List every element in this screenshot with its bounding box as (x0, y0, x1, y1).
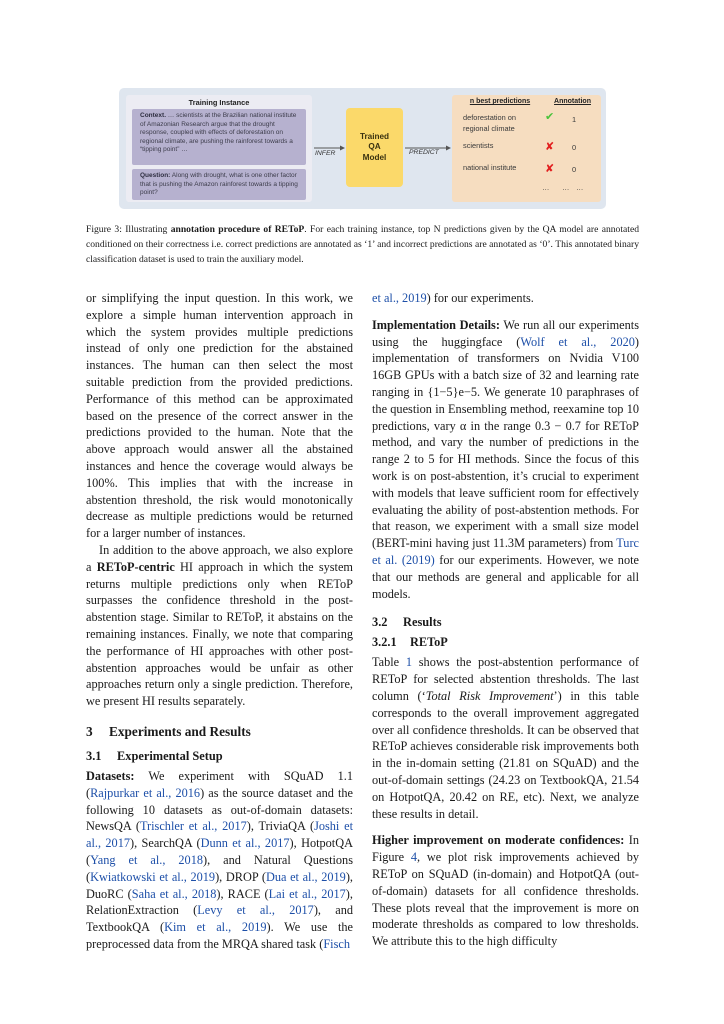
predictions-header: n best predictions (469, 98, 531, 105)
citation-link[interactable]: Kim et al., 2019 (164, 920, 267, 935)
model-line-1: Trained (359, 131, 390, 141)
predict-arrowhead (446, 146, 451, 151)
paragraph-continuation: et al., 2019) for our experiments. (372, 291, 534, 305)
predictions-panel (452, 95, 601, 202)
annotation-1: 1 (572, 115, 577, 124)
infer-label: INFER (315, 150, 336, 157)
infer-arrowhead (340, 146, 345, 151)
citation-link[interactable]: Turc et al. (2019) (372, 536, 639, 567)
paragraph-datasets: Datasets: We experiment with SQuAD 1.1 (Rajpurkar et al., 2016) as the source dataset and the following 10 datasets as out-of-domain datasets: NewsQA (Trischler et al., 2017), TriviaQA (Joshi et al., 2017), SearchQA (Dunn et al., 2017), HotpotQA (Yang et al., 2018), and Natural Questions (Kwiatkowski et al., 2019), DROP (Dua et al., 2019), DuoRC (Saha et al., 2018), RACE (Lai et al., 2017), RelationExtraction (Levy et al., 2017), and TextbookQA (Kim et al., 2019). We use the preprocessed data from the MRQA shared task (Fisch (86, 768, 354, 951)
prediction-ellipsis: … (542, 183, 550, 192)
citation-link[interactable]: Rajpurkar et al., 2016 (90, 785, 201, 800)
prediction-1: deforestation on regional climate (463, 113, 517, 133)
paragraph-hi-approach: or simplifying the input question. In this work, we explore a simple human intervention approach in which the system provides multiple predictions instead of only one prediction for the abstained instances. The human can then select the most suitable prediction from the provided predictions. Performance of this method can be approximated based on the presence of the correct answer in the predictions provided to the human. Note that the above approach would answer all the abstained instances and hence the coverage would always be 100%. This implies that with the increase in abstention threshold, the risk would monotonically decrease as multiple predictions would be returned for a larger number of instances. (86, 291, 353, 541)
paragraph-implementation: Implementation Details: We run all our experiments using the huggingface (Wolf et al., 2020) implementation of transformers on Nvidia V100 16GB GPUs with a batch size of 32 and learning rate ranging in {1−5}e−5. We generate 10 paraphrases of the question in Ensembling method, reexamine top 10 predictions, vary α in the range 0.3 − 0.7 for REToP method, and vary the number of predictions in the range 2 to 5 for HI methods. Since the focus of this work is on post-abstention, it’s crucial to experiment with models that leave sufficient room for effectively evaluating the ability of post-abstention methods. For that reason, we experiment with a small size model (BERT-mini having just 11.3M parameters) from Turc et al. (2019) for our experiments. However, we note that our methods are general and applicable for all models. (372, 317, 639, 601)
paragraph-higher-improvement: Higher improvement on moderate confidences: In Figure 4, we plot risk improvements achieved by REToP on SQuAD (in-domain) and HotpotQA (out-of-domain) datasets for all confidence thresholds. These plots reveal that the improvement is more on moderate thresholds as compared to low thresholds. We attribute this to the high difficulty (372, 833, 640, 949)
paragraph-retop-centric: In addition to the above approach, we also explore a REToP-centric HI approach in which the system returns multiple predictions only when REToP surpasses the confidence threshold in the post-abstention stage. Similar to REToP, it abstains on the remaining instances. Finally, we note that comparing the performance of HI approaches with other post-abstention approaches would be unfair as other approaches return only a single prediction. Therefore, we present HI results separately. (86, 542, 353, 709)
context-text: … scientists at the Brazilian national institute of Amazonian Research argue that the drought response, coupled with effects of deforestation on regional climate, are pushing the rainforest towards a “tipping point” … (140, 112, 297, 154)
figure-3 (119, 88, 606, 209)
mark-ellipsis: … (562, 183, 570, 192)
citation-link[interactable]: Wolf et al., 2020 (520, 334, 635, 349)
annotation-2: 0 (572, 143, 577, 152)
context-label: Context. (140, 112, 166, 119)
caption-bold: annotation procedure of REToP (170, 224, 305, 235)
training-instance-title: Training Instance (188, 98, 250, 107)
cross-icon: ✘ (545, 163, 555, 175)
citation-link[interactable]: Kwiatkowski et al., 2019 (90, 869, 216, 884)
figure-link[interactable]: 4 (410, 850, 418, 865)
table-link[interactable]: 1 (405, 655, 413, 670)
prediction-2: scientists (463, 141, 494, 150)
citation-link[interactable]: Dunn et al., 2017 (200, 836, 290, 851)
left-column (86, 290, 353, 953)
model-line-3: Model (362, 152, 387, 162)
prediction-3: national institute (463, 163, 517, 172)
citation-link[interactable]: Fisch (323, 936, 350, 951)
trained-qa-model-box (346, 108, 403, 187)
annotation-3: 0 (572, 165, 577, 174)
right-column (372, 290, 639, 950)
section-3-1-heading: 3.1 Experimental Setup (86, 748, 223, 763)
section-3-2-1-heading: 3.2.1 REToP (372, 635, 448, 650)
model-line-2: QA (368, 142, 381, 152)
citation-link[interactable]: Lai et al., 2017 (268, 886, 346, 901)
citation-link[interactable]: Levy et al., 2017 (197, 903, 314, 918)
figure-caption: Figure 3: Illustrating annotation procedure of REToP. For each training instance, top N predictions given by the QA model are annotated conditioned on their correctness i.e. correct predictions are annotated as ‘1’ and incorrect predictions are annotated as ‘0’. This annotated binary classification dataset is used to train the auxiliary model. (86, 224, 639, 266)
annotation-header: Annotation (554, 98, 591, 105)
citation-link[interactable]: Yang et al., 2018 (90, 852, 204, 867)
check-icon: ✔ (545, 111, 555, 123)
predict-label: PREDICT (409, 149, 439, 156)
section-3-2-heading: 3.2 Results (372, 615, 442, 630)
question-label: Question: (140, 172, 171, 179)
citation-link[interactable]: Saha et al., 2018 (131, 886, 217, 901)
citation-link[interactable]: Dua et al., 2019 (265, 869, 346, 884)
question-text: Along with drought, what is one other factor that is pushing the Amazon rainforest towards a tipping point? (140, 172, 298, 197)
citation-link[interactable]: Trischler et al., 2017 (139, 819, 247, 834)
annotation-ellipsis: … (576, 183, 584, 192)
paragraph-results: Table 1 shows the post-abstention performance of REToP for selected abstention thresholds. The last column (‘Total Risk Improvement’) in this table corresponds to the overall improvement aggregated over all confidence thresholds. It can be observed that REToP achieves considerable risk improvements both in the in-domain setting (21.81 on SQuAD) and the out-of-domain settings (24.23 on TextbookQA, 21.54 on HotpotQA, 20.42 on RE, etc). Next, we analyze these results in detail. (372, 655, 639, 821)
section-3-heading: 3 Experiments and Results (86, 723, 251, 739)
cross-icon: ✘ (545, 141, 555, 153)
citation-link[interactable]: Joshi et al., 2017 (86, 819, 354, 851)
citation-link[interactable]: et al., 2019 (372, 291, 427, 305)
